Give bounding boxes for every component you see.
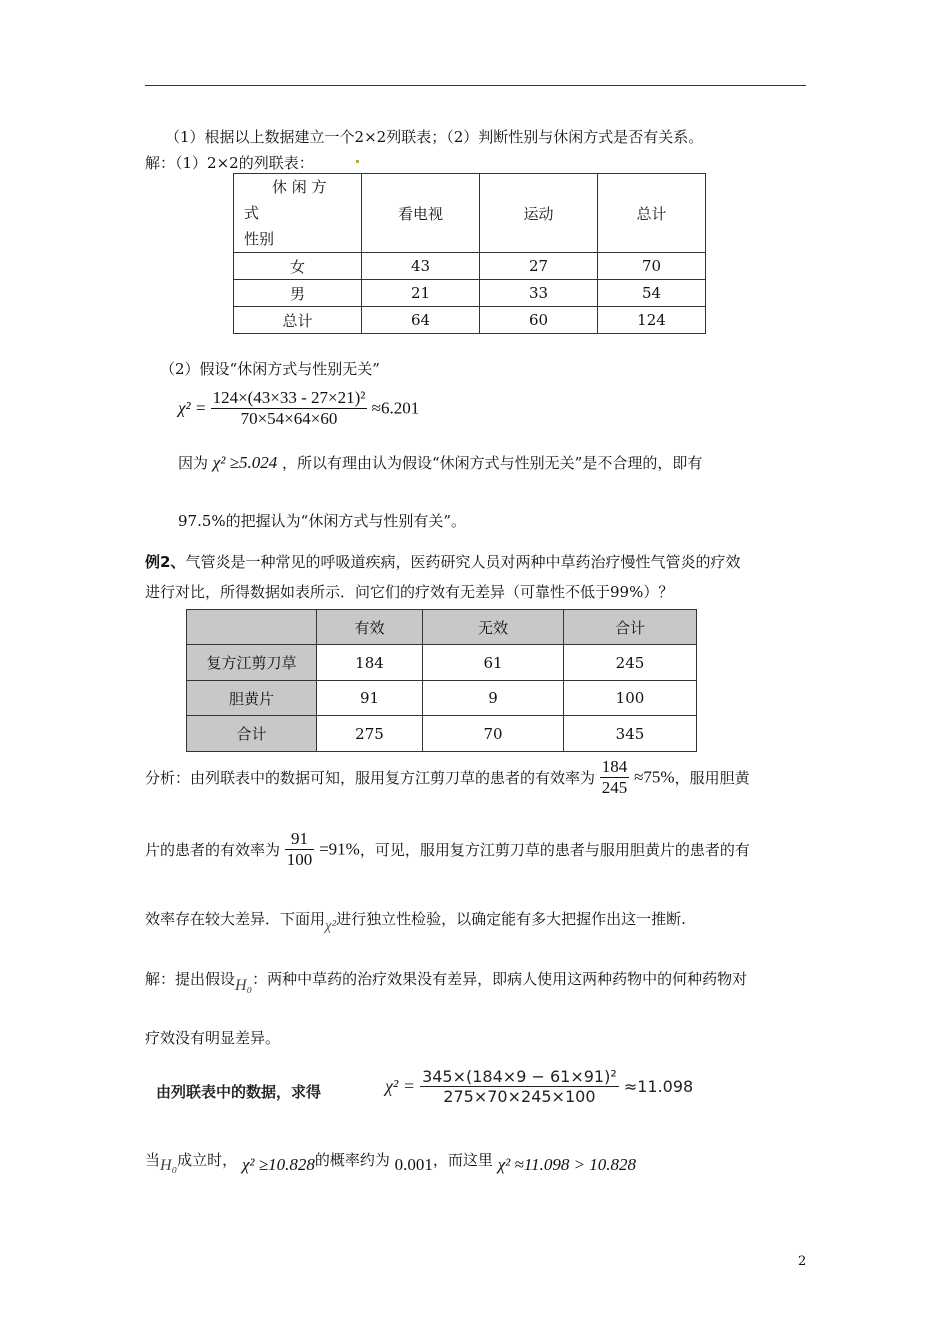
cell: 275 [317, 716, 423, 752]
header-rule [145, 85, 806, 86]
stray-mark [356, 160, 359, 163]
table2-header: 合计 [564, 610, 697, 645]
final-line: 当H₀成立时， χ² ≥10.828的概率约为 0.001，而这里 χ² ≈11.098 > 10.828 [145, 1151, 637, 1174]
chi-square-formula-1: χ² = $\frac{\text{124×(43×33 - 27×21)²}}{70\times 54\times 64\times 60}$ ≈6.201 [178, 388, 420, 428]
cell: 43 [362, 253, 480, 280]
page-number: 2 [798, 1254, 807, 1269]
because-line: 因为 χ² ≥5.024 ，所以有理由认为假设“休闲方式与性别无关”是不合理的，即有 [178, 453, 703, 472]
cell: 9 [423, 681, 564, 716]
analysis-line1: 分析：由列联表中的数据可知，服用复方江剪刀草的患者的有效率为 $\frac{184}{245}$ ≈75%，服用胆黄 [145, 757, 750, 797]
cell: 70 [598, 253, 706, 280]
question-line: （1）根据以上数据建立一个2×2列联表；（2）判断性别与休闲方式是否有关系。 [165, 128, 704, 146]
chi-square-formula-2: χ² = $\frac{\text{345×(184×9 − 61×91)²}}{275\times 70\times 245\times 100}$ ≈11.098 [385, 1067, 694, 1106]
table-row [187, 681, 697, 716]
table-row [187, 716, 697, 752]
cell: 27 [480, 253, 598, 280]
cell: 100 [564, 681, 697, 716]
table-row [234, 253, 706, 280]
table-row [234, 280, 706, 307]
row-label: 合计 [187, 716, 317, 752]
table2-header: 有效 [317, 610, 423, 645]
table1-header: 运动 [480, 174, 598, 253]
formula-2-label: 由列联表中的数据，求得 [156, 1083, 322, 1101]
solution-2-line2: 疗效没有明显差异。 [145, 1029, 281, 1047]
example-2-line1: 例2、气管炎是一种常见的呼吸道疾病，医药研究人员对两种中草药治疗慢性气管炎的疗效 [145, 553, 741, 571]
table1-header: 总计 [598, 174, 706, 253]
row-label: 女 [234, 253, 362, 280]
analysis-line2: 片的患者的有效率为 $\frac{91}{100}$ =91%，可见，服用复方江剪刀草的患者与服用胆黄片的患者的有 [145, 829, 750, 869]
row-label: 复方江剪刀草 [187, 645, 317, 681]
hypothesis-1: （2）假设“休闲方式与性别无关” [160, 360, 380, 378]
analysis-line3: 效率存在较大差异．下面用χ²进行独立性检验，以确定能有多大把握作出这一推断. [145, 910, 686, 934]
cell: 33 [480, 280, 598, 307]
cell: 70 [423, 716, 564, 752]
cell: 64 [362, 307, 480, 334]
example-2-line2: 进行对比，所得数据如表所示．问它们的疗效有无差异（可靠性不低于99%）？ [145, 583, 674, 601]
table1-corner-cell: 休 闲 方 式 性别 [234, 174, 362, 253]
cell: 60 [480, 307, 598, 334]
cell: 345 [564, 716, 697, 752]
table-row [187, 645, 697, 681]
contingency-table-2 [186, 609, 697, 752]
cell: 245 [564, 645, 697, 681]
solution-1-intro: 解：（1）2×2的列联表： [145, 154, 314, 172]
cell: 61 [423, 645, 564, 681]
row-label: 胆黄片 [187, 681, 317, 716]
conclusion-1: 97.5%的把握认为“休闲方式与性别有关”。 [178, 512, 466, 530]
cell: 54 [598, 280, 706, 307]
table1-header: 看电视 [362, 174, 480, 253]
cell: 124 [598, 307, 706, 334]
row-label: 总计 [234, 307, 362, 334]
table2-header [187, 610, 317, 645]
table2-header: 无效 [423, 610, 564, 645]
row-label: 男 [234, 280, 362, 307]
cell: 91 [317, 681, 423, 716]
cell: 21 [362, 280, 480, 307]
contingency-table-1 [233, 173, 706, 334]
solution-2-line1: 解：提出假设H₀：两种中草药的治疗效果没有差异，即病人使用这两种药物中的何种药物对 [145, 970, 748, 994]
table-row [234, 307, 706, 334]
cell: 184 [317, 645, 423, 681]
